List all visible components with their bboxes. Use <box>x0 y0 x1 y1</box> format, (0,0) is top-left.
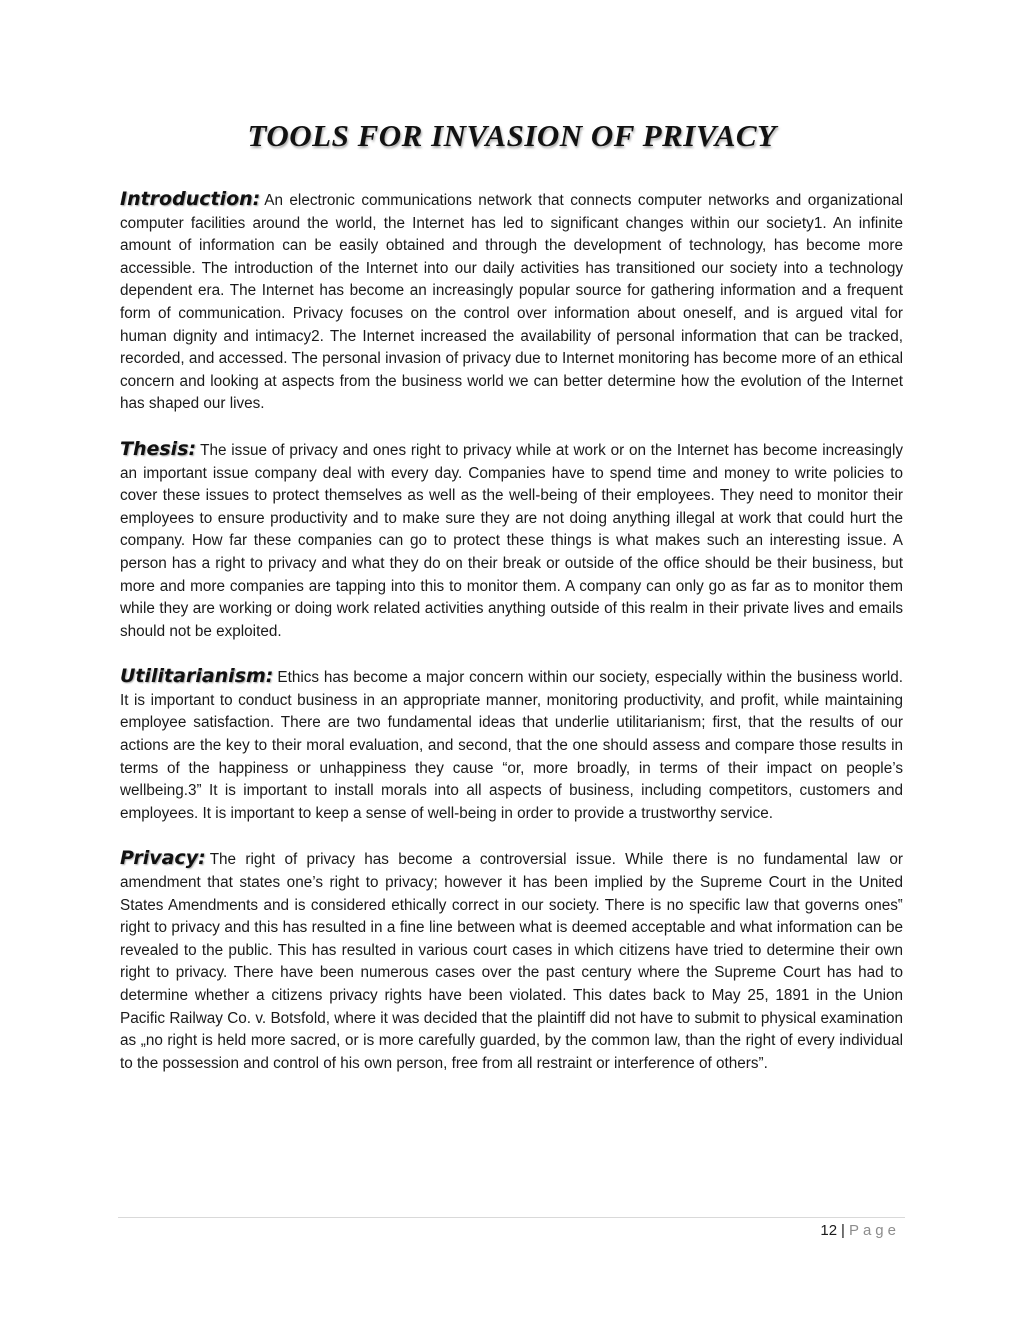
footer-divider <box>118 1217 905 1218</box>
section-heading: Privacy: <box>120 847 206 870</box>
document-body <box>120 188 903 1097</box>
page-footer <box>820 1222 900 1239</box>
section-thesis <box>120 438 903 643</box>
paragraph <box>120 438 903 643</box>
section-privacy <box>120 847 903 1075</box>
paragraph <box>120 188 903 416</box>
section-heading: Introduction: <box>120 188 261 210</box>
page-label: Page <box>848 1222 900 1239</box>
section-text: The issue of privacy and ones right to privacy while at work or on the Internet has become increasingly an important issue company deal with every day. Companies have to spend time and money to write policies to cover these issues to protect themselves as well as the well-being of their employees. They need to monitor their employees to ensure productivity and to make sure they are not doing anything illegal at work that could hurt the company. How far these companies can go to protect these things is what makes such an interesting issue. A person has a right to privacy and what they do on their break or outside of the office should be their business, but more and more companies are tapping into this to monitor them. A company can only go as far as to monitor them while they are working or doing work related activities anything outside of this realm in their private lives and emails should not be exploited. <box>120 441 903 640</box>
footer-separator: | <box>841 1222 845 1239</box>
section-text: The right of privacy has become a controversial issue. While there is no fundamental law or amendment that states one’s right to privacy; however it has been implied by the Supreme Court in the United States Amendments and is considered ethically correct in our society. There is no specific law that governs ones‟ right to privacy and this has resulted in a fine line between what is deemed acceptable and what information can be revealed to the public. This has resulted in various court cases in which citizens have tried to determine their own right to privacy. There have been numerous cases over the past century where the Supreme Court has had to determine whether a citizens privacy rights have been violated. This dates back to May 25, 1891 in the Union Pacific Railway Co. v. Botsfold, where it was decided that the plaintiff did not have to submit to physical examination as „no right is held more sacred, or is more carefully guarded, by the common law, than the right of every individual to the possession and control of his own person, free from all restraint or interference of others”. <box>120 851 903 1072</box>
section-heading: Utilitarianism: <box>120 665 274 688</box>
page-number: 12 <box>820 1222 838 1239</box>
paragraph <box>120 847 903 1075</box>
section-introduction <box>120 188 903 416</box>
section-text: Ethics has become a major concern within our society, especially within the business world. It is important to conduct business in an appropriate manner, monitoring productivity, and profit, while maintaining employee satisfaction. There are two fundamental ideas that underlie utilitarianism; first, that the results of our actions are the key to their moral evaluation, and second, that the one should assess and compare those results in terms of the happiness or unhappiness they cause “or, more broadly, in terms of their impact on people’s wellbeing.3” It is important to install morals into all aspects of business, including competitors, customers and employees. It is important to keep a sense of well-being in order to provide a trustworthy service. <box>120 669 903 822</box>
section-text: An electronic communications network that connects computer networks and organizational computer facilities around the world, the Internet has led to significant changes within our society1. An infinite amount of information can be easily obtained and through the development of technology, has become more accessible. The introduction of the Internet into our daily activities has transitioned our society into a technology dependent era. The Internet has become an increasingly popular source for gathering information and a frequent form of communication. Privacy focuses on the control over information about oneself, and is argued vital for human dignity and intimacy2. The Internet increased the availability of personal information that can be tracked, recorded, and accessed. The personal invasion of privacy due to Internet monitoring has become more of an ethical concern and looking at aspects from the business world we can better determine how the evolution of the Internet has shaped our lives. <box>120 192 903 413</box>
section-utilitarianism <box>120 665 903 825</box>
paragraph <box>120 665 903 825</box>
page-title: TOOLS FOR INVASION OF PRIVACY <box>247 118 777 153</box>
section-heading: Thesis: <box>120 437 197 460</box>
